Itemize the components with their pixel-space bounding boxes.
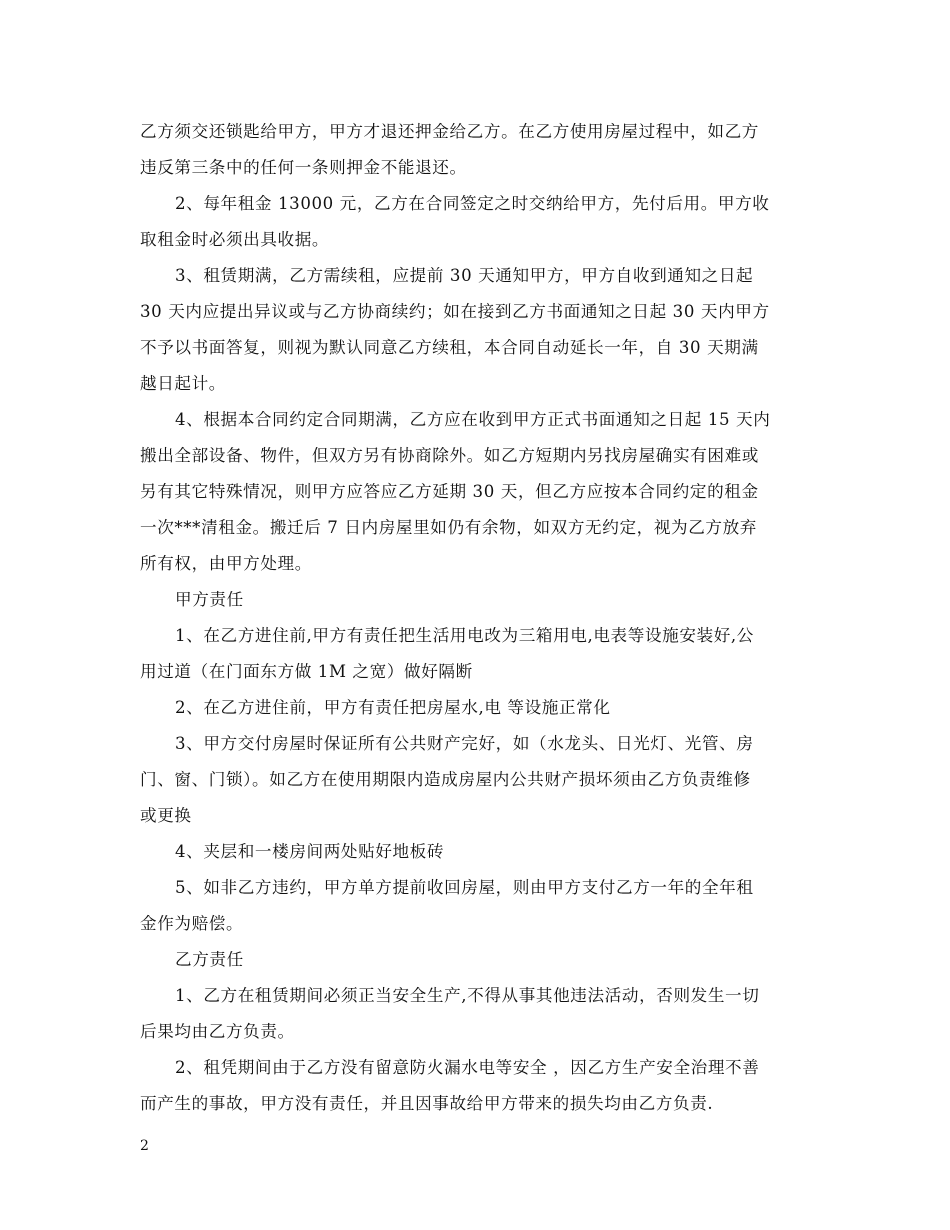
text-line: 1、在乙方进住前,甲方有责任把生活用电改为三箱用电,电表等设施安装好,公 [175, 626, 754, 645]
text-line: 门、窗、门锁）。如乙方在使用期限内造成房屋内公共财产损坏须由乙方负责维修 [140, 770, 751, 789]
text-line: 取租金时必须出具收据。 [140, 230, 330, 249]
text-line: 30 天内应提出异议或与乙方协商续约；如在接到乙方书面通知之日起 30 天内甲方 [140, 302, 770, 321]
text-line: 2、租凭期间由于乙方没有留意防火漏水电等安全 ，因乙方生产安全治理不善 [175, 1058, 760, 1077]
text-line: 用过道（在门面东方做 1M 之宽）做好隔断 [140, 662, 473, 681]
text-line: 3、甲方交付房屋时保证所有公共财产完好，如（水龙头、日光灯、光管、房 [175, 734, 754, 753]
page-number: 2 [140, 1138, 149, 1154]
text-line: 搬出全部设备、物件，但双方另有协商除外。如乙方短期内另找房屋确实有困难或 [140, 446, 759, 465]
text-line: 2、在乙方进住前，甲方有责任把房屋水,电 等设施正常化 [175, 698, 611, 717]
text-line: 不予以书面答复，则视为默认同意乙方续租，本合同自动延长一年，自 30 天期满 [140, 338, 759, 357]
text-line: 4、根据本合同约定合同期满，乙方应在收到甲方正式书面通知之日起 15 天内 [175, 410, 771, 429]
text-line: 4、夹层和一楼房间两处贴好地板砖 [175, 842, 445, 861]
text-line: 或更换 [140, 806, 192, 825]
text-line: 越日起计。 [140, 374, 226, 393]
text-line: 乙方须交还锁匙给甲方，甲方才退还押金给乙方。在乙方使用房屋过程中，如乙方 [140, 122, 759, 141]
text-line: 1、乙方在租赁期间必须正当安全生产,不得从事其他违法活动，否则发生一切 [175, 986, 760, 1005]
text-line: 后果均由乙方负责。 [140, 1022, 295, 1041]
text-line: 5、如非乙方违约，甲方单方提前收回房屋，则由甲方支付乙方一年的全年租 [175, 878, 754, 897]
document-body [140, 114, 812, 1122]
text-line: 另有其它特殊情况，则甲方应答应乙方延期 30 天，但乙方应按本合同约定的租金 [140, 482, 759, 501]
section-heading-party-a: 甲方责任 [175, 590, 244, 609]
text-line: 2、每年租金 13000 元，乙方在合同签定之时交纳给甲方，先付后用。甲方收 [175, 194, 770, 213]
text-line: 3、租赁期满，乙方需续租，应提前 30 天通知甲方，甲方自收到通知之日起 [175, 266, 754, 285]
text-line: 一次***清租金。搬迁后 7 日内房屋里如仍有余物，如双方无约定，视为乙方放弃 [140, 518, 757, 537]
text-line: 而产生的事故，甲方没有责任，并且因事故给甲方带来的损失均由乙方负责. [140, 1094, 714, 1113]
text-line: 违反第三条中的任何一条则押金不能退还。 [140, 158, 467, 177]
text-line: 金作为赔偿。 [140, 914, 244, 933]
text-line: 所有权，由甲方处理。 [140, 554, 312, 573]
section-heading-party-b: 乙方责任 [175, 950, 244, 969]
